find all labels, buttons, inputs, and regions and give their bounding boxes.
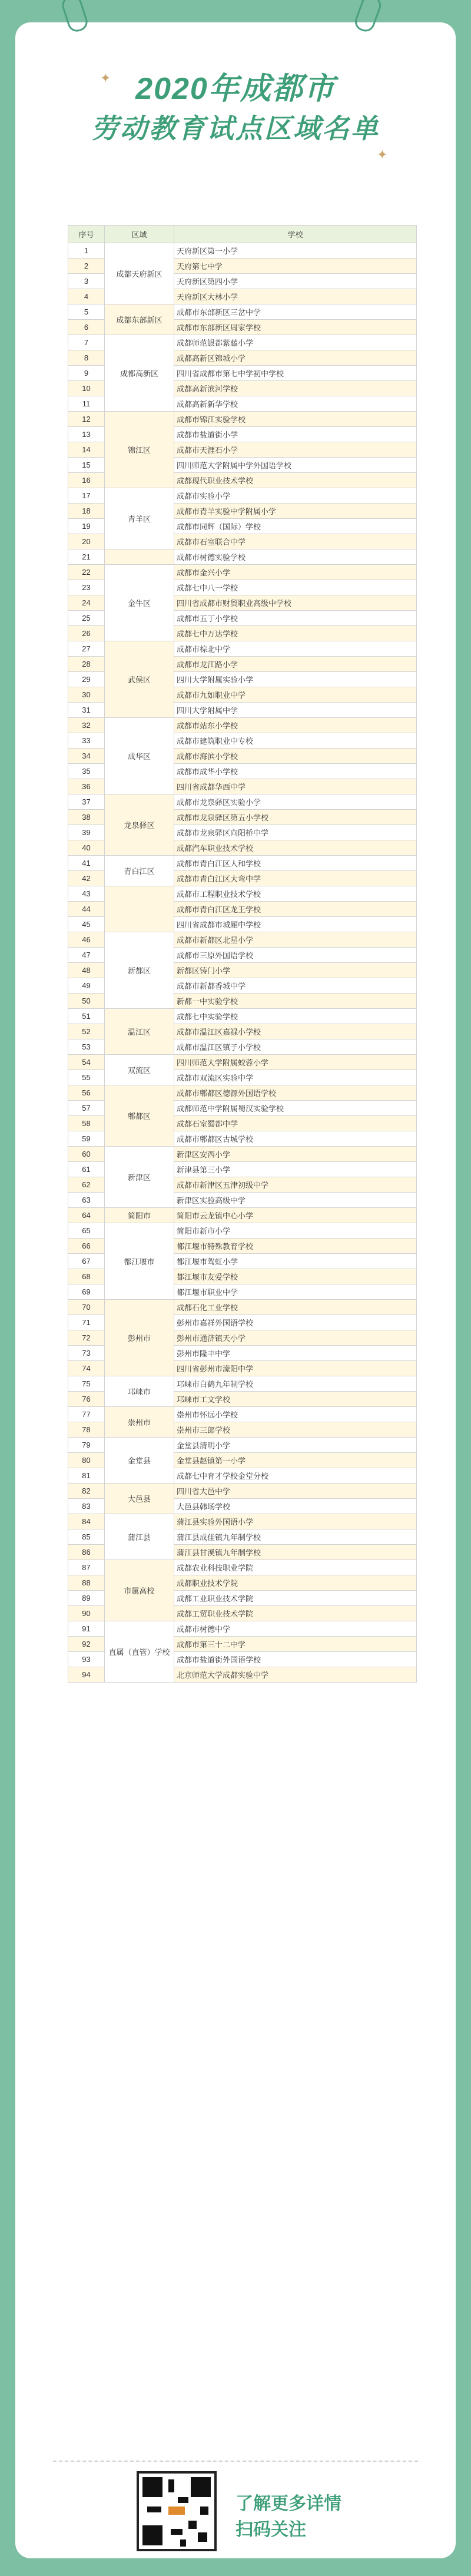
school-cell: 成都市龙泉驿区第五小学校 — [174, 810, 417, 825]
row-index: 23 — [68, 580, 105, 595]
row-index: 47 — [68, 948, 105, 963]
row-index: 13 — [68, 427, 105, 442]
row-index: 57 — [68, 1101, 105, 1116]
school-cell: 成都高新区锦城小学 — [174, 350, 417, 366]
school-cell: 成都市双流区实验中学 — [174, 1070, 417, 1085]
row-index: 88 — [68, 1575, 105, 1591]
page-title-line2: 劳动教育试点区域名单 — [91, 113, 380, 144]
school-cell: 新都一中实验学校 — [174, 994, 417, 1009]
row-index: 1 — [68, 243, 105, 259]
table-body — [68, 243, 417, 1683]
row-index: 21 — [68, 549, 105, 565]
school-cell: 成都市九如职业中学 — [174, 687, 417, 703]
row-index: 43 — [68, 886, 105, 902]
row-index: 33 — [68, 733, 105, 749]
school-cell: 成都市站东小学校 — [174, 718, 417, 733]
row-index: 52 — [68, 1024, 105, 1039]
school-cell: 成都市成华小学校 — [174, 764, 417, 779]
row-index: 92 — [68, 1637, 105, 1652]
sparkle-icon: ✦ — [100, 71, 111, 85]
table-row — [68, 1009, 417, 1024]
row-index: 65 — [68, 1223, 105, 1239]
school-cell: 成都石室蜀都中学 — [174, 1116, 417, 1131]
row-index: 6 — [68, 320, 105, 335]
school-cell: 成都工业职业技术学院 — [174, 1591, 417, 1606]
district-cell: 龙泉驿区 — [105, 794, 174, 856]
school-cell: 蒲江县实验外国语小学 — [174, 1514, 417, 1529]
school-cell: 成都市新都区北星小学 — [174, 932, 417, 948]
school-cell: 大邑县韩场学校 — [174, 1499, 417, 1514]
table-row — [68, 1407, 417, 1422]
table-row — [68, 1438, 417, 1453]
district-cell: 成都天府新区 — [105, 243, 174, 304]
row-index: 32 — [68, 718, 105, 733]
row-index: 48 — [68, 963, 105, 978]
school-cell: 成都七中万达学校 — [174, 626, 417, 641]
row-index: 17 — [68, 488, 105, 504]
school-cell: 成都师范银都紫藤小学 — [174, 335, 417, 350]
school-cell: 成都职业技术学院 — [174, 1575, 417, 1591]
row-index: 78 — [68, 1422, 105, 1438]
cta-line2: 扫码关注 — [236, 2520, 306, 2539]
school-cell: 成都市锦江实验学校 — [174, 412, 417, 427]
school-cell: 彭州市嘉祥外国语学校 — [174, 1315, 417, 1330]
school-cell: 成都市金兴小学 — [174, 565, 417, 580]
table-row — [68, 412, 417, 427]
district-cell: 武侯区 — [105, 641, 174, 718]
district-cell: 大邑县 — [105, 1484, 174, 1514]
district-cell: 温江区 — [105, 1009, 174, 1055]
school-cell: 成都市温江区镇子小学校 — [174, 1039, 417, 1055]
district-cell: 简阳市 — [105, 1208, 174, 1223]
row-index: 77 — [68, 1407, 105, 1422]
school-cell: 成都市实验小学 — [174, 488, 417, 504]
district-cell: 锦江区 — [105, 412, 174, 488]
row-index: 90 — [68, 1606, 105, 1621]
row-index: 26 — [68, 626, 105, 641]
school-cell: 成都市青羊实验中学附属小学 — [174, 504, 417, 519]
district-cell: 彭州市 — [105, 1300, 174, 1376]
district-cell: 青羊区 — [105, 488, 174, 549]
school-cell: 四川省成都市财贸职业高级中学校 — [174, 595, 417, 611]
district-cell: 新津区 — [105, 1147, 174, 1208]
table-row — [68, 243, 417, 259]
school-cell: 成都市盐道街小学 — [174, 427, 417, 442]
school-cell: 新津区安西小学 — [174, 1147, 417, 1162]
row-index: 10 — [68, 381, 105, 396]
row-index: 74 — [68, 1361, 105, 1376]
row-index: 73 — [68, 1346, 105, 1361]
school-cell: 四川省成都市第七中学初中学校 — [174, 366, 417, 381]
sparkle-icon: ✦ — [377, 147, 388, 162]
school-cell: 成都市棕北中学 — [174, 641, 417, 657]
row-index: 72 — [68, 1330, 105, 1346]
district-cell: 成华区 — [105, 718, 174, 794]
school-cell: 简阳市新市小学 — [174, 1223, 417, 1239]
row-index: 31 — [68, 703, 105, 718]
row-index: 45 — [68, 917, 105, 932]
school-cell: 北京师范大学成都实验中学 — [174, 1667, 417, 1683]
row-index: 61 — [68, 1162, 105, 1177]
row-index: 22 — [68, 565, 105, 580]
school-cell: 成都市东部新区周家学校 — [174, 320, 417, 335]
row-index: 58 — [68, 1116, 105, 1131]
school-cell: 成都汽车职业技术学校 — [174, 840, 417, 856]
table-row — [68, 1514, 417, 1529]
column-header-school: 学校 — [174, 226, 417, 243]
school-cell: 成都七中实验学校 — [174, 1009, 417, 1024]
row-index: 81 — [68, 1468, 105, 1484]
school-cell: 成都高新滨河学校 — [174, 381, 417, 396]
school-cell: 彭州市通济镇天小学 — [174, 1330, 417, 1346]
row-index: 68 — [68, 1269, 105, 1284]
school-cell: 成都现代职业技术学校 — [174, 473, 417, 488]
row-index: 9 — [68, 366, 105, 381]
row-index: 46 — [68, 932, 105, 948]
row-index: 84 — [68, 1514, 105, 1529]
table-row — [68, 488, 417, 504]
school-cell: 四川大学附属实验小学 — [174, 672, 417, 687]
school-cell: 天府新区第四小学 — [174, 274, 417, 289]
table-row — [68, 886, 417, 902]
table-row — [68, 1147, 417, 1162]
district-cell: 邛崃市 — [105, 1376, 174, 1407]
table-row — [68, 1208, 417, 1223]
row-index: 55 — [68, 1070, 105, 1085]
row-index: 79 — [68, 1438, 105, 1453]
row-index: 16 — [68, 473, 105, 488]
district-cell: 蒲江县 — [105, 1514, 174, 1560]
row-index: 94 — [68, 1667, 105, 1683]
district-cell: 成都东部新区 — [105, 304, 174, 335]
row-index: 80 — [68, 1453, 105, 1468]
row-index: 42 — [68, 871, 105, 886]
row-index: 12 — [68, 412, 105, 427]
school-cell: 成都市东部新区三岔中学 — [174, 304, 417, 320]
table-row — [68, 932, 417, 948]
row-index: 39 — [68, 825, 105, 840]
table-row — [68, 794, 417, 810]
row-index: 18 — [68, 504, 105, 519]
school-cell: 成都市同辉（国际）学校 — [174, 519, 417, 534]
row-index: 62 — [68, 1177, 105, 1193]
school-cell: 都江堰市驾虹小学 — [174, 1254, 417, 1269]
school-cell: 四川省成都市城厢中学校 — [174, 917, 417, 932]
district-cell: 金堂县 — [105, 1438, 174, 1484]
table-row — [68, 565, 417, 580]
district-cell: 金牛区 — [105, 565, 174, 641]
district-cell: 都江堰市 — [105, 1223, 174, 1300]
district-cell: 直属（直管）学校 — [105, 1621, 174, 1683]
row-index: 85 — [68, 1529, 105, 1545]
row-index: 19 — [68, 519, 105, 534]
row-index: 25 — [68, 611, 105, 626]
school-cell: 成都师范中学附属蜀汉实验学校 — [174, 1101, 417, 1116]
school-cell: 成都市第三十二中学 — [174, 1637, 417, 1652]
row-index: 35 — [68, 764, 105, 779]
row-index: 89 — [68, 1591, 105, 1606]
table-row — [68, 1560, 417, 1575]
table-row — [68, 335, 417, 350]
school-cell: 邛崃市白鹤九年制学校 — [174, 1376, 417, 1392]
district-cell: 青白江区 — [105, 856, 174, 886]
school-cell: 都江堰市职业中学 — [174, 1284, 417, 1300]
row-index: 5 — [68, 304, 105, 320]
school-cell: 成都市新都香城中学 — [174, 978, 417, 994]
school-cell: 成都市新津区五津初级中学 — [174, 1177, 417, 1193]
school-cell: 天府新区第一小学 — [174, 243, 417, 259]
table-row — [68, 718, 417, 733]
school-cell: 成都高新新华学校 — [174, 396, 417, 412]
school-cell: 成都市天涯石小学 — [174, 442, 417, 458]
row-index: 36 — [68, 779, 105, 794]
school-cell: 蒲江县成佳镇九年制学校 — [174, 1529, 417, 1545]
school-cell: 成都市郫都区古城学校 — [174, 1131, 417, 1147]
row-index: 63 — [68, 1193, 105, 1208]
table-row — [68, 1484, 417, 1499]
school-cell: 成都工贸职业技术学院 — [174, 1606, 417, 1621]
school-cell: 成都七中八一学校 — [174, 580, 417, 595]
row-index: 71 — [68, 1315, 105, 1330]
row-index: 59 — [68, 1131, 105, 1147]
school-cell: 成都市建筑职业中专校 — [174, 733, 417, 749]
row-index: 82 — [68, 1484, 105, 1499]
school-cell: 成都市三原外国语学校 — [174, 948, 417, 963]
district-cell: 新都区 — [105, 932, 174, 1009]
district-cell: 崇州市 — [105, 1407, 174, 1438]
row-index: 93 — [68, 1652, 105, 1667]
row-index: 7 — [68, 335, 105, 350]
school-cell: 成都石化工业学校 — [174, 1300, 417, 1315]
school-cell: 新都区铸门小学 — [174, 963, 417, 978]
row-index: 11 — [68, 396, 105, 412]
row-index: 3 — [68, 274, 105, 289]
district-cell: 郫都区 — [105, 1085, 174, 1147]
row-index: 64 — [68, 1208, 105, 1223]
row-index: 20 — [68, 534, 105, 549]
table-row — [68, 1223, 417, 1239]
district-cell: 成都高新区 — [105, 335, 174, 412]
row-index: 69 — [68, 1284, 105, 1300]
row-index: 60 — [68, 1147, 105, 1162]
row-index: 28 — [68, 657, 105, 672]
school-cell: 崇州市怀远小学校 — [174, 1407, 417, 1422]
school-cell: 四川省彭州市濛阳中学 — [174, 1361, 417, 1376]
school-cell: 天府新区大林小学 — [174, 289, 417, 304]
school-cell: 成都市龙泉驿区实验小学 — [174, 794, 417, 810]
row-index: 53 — [68, 1039, 105, 1055]
school-cell: 新津县第三小学 — [174, 1162, 417, 1177]
school-cell: 成都市五丁小学校 — [174, 611, 417, 626]
school-cell: 邛崃市工文学校 — [174, 1392, 417, 1407]
school-cell: 成都市海滨小学校 — [174, 749, 417, 764]
school-cell: 成都农业科技职业学院 — [174, 1560, 417, 1575]
district-cell — [105, 549, 174, 565]
school-cell: 都江堰市特殊教育学校 — [174, 1239, 417, 1254]
table-row — [68, 1376, 417, 1392]
school-cell: 简阳市云龙镇中心小学 — [174, 1208, 417, 1223]
school-cell: 天府第七中学 — [174, 259, 417, 274]
row-index: 29 — [68, 672, 105, 687]
table-row — [68, 641, 417, 657]
row-index: 75 — [68, 1376, 105, 1392]
school-cell: 崇州市三郎学校 — [174, 1422, 417, 1438]
school-cell: 成都市温江区嘉禄小学校 — [174, 1024, 417, 1039]
column-header-index: 序号 — [68, 226, 105, 243]
table-row — [68, 856, 417, 871]
row-index: 15 — [68, 458, 105, 473]
row-index: 27 — [68, 641, 105, 657]
row-index: 70 — [68, 1300, 105, 1315]
table-header-row — [68, 226, 417, 243]
school-cell: 四川省大邑中学 — [174, 1484, 417, 1499]
school-cell: 四川师范大学附属蛟蓉小学 — [174, 1055, 417, 1070]
page-title-line1: 2020年成都市 — [135, 72, 336, 106]
school-cell: 新津区实验高级中学 — [174, 1193, 417, 1208]
school-cell: 四川大学附属中学 — [174, 703, 417, 718]
school-cell: 成都市郫都区德源外国语学校 — [174, 1085, 417, 1101]
row-index: 86 — [68, 1545, 105, 1560]
row-index: 24 — [68, 595, 105, 611]
row-index: 8 — [68, 350, 105, 366]
row-index: 54 — [68, 1055, 105, 1070]
row-index: 44 — [68, 902, 105, 917]
school-cell: 成都市工程职业技术学校 — [174, 886, 417, 902]
school-cell: 成都市青白江区人和学校 — [174, 856, 417, 871]
school-cell: 成都市盐道街外国语学校 — [174, 1652, 417, 1667]
table-row — [68, 304, 417, 320]
footer-divider — [53, 2461, 418, 2462]
school-list-table — [68, 225, 417, 1683]
row-index: 66 — [68, 1239, 105, 1254]
school-cell: 成都市石室联合中学 — [174, 534, 417, 549]
row-index: 51 — [68, 1009, 105, 1024]
school-cell: 成都市树德实验学校 — [174, 549, 417, 565]
row-index: 14 — [68, 442, 105, 458]
school-cell: 彭州市隆丰中学 — [174, 1346, 417, 1361]
row-index: 76 — [68, 1392, 105, 1407]
school-cell: 成都市龙江路小学 — [174, 657, 417, 672]
school-cell: 成都市龙泉驿区向阳桥中学 — [174, 825, 417, 840]
table-row — [68, 1621, 417, 1637]
school-cell: 四川省成都华西中学 — [174, 779, 417, 794]
school-cell: 四川师范大学附属中学外国语学校 — [174, 458, 417, 473]
table-row — [68, 1085, 417, 1101]
row-index: 67 — [68, 1254, 105, 1269]
row-index: 91 — [68, 1621, 105, 1637]
row-index: 50 — [68, 994, 105, 1009]
row-index: 34 — [68, 749, 105, 764]
school-cell: 金堂县赵镇第一小学 — [174, 1453, 417, 1468]
school-cell: 蒲江县甘溪镇九年制学校 — [174, 1545, 417, 1560]
row-index: 56 — [68, 1085, 105, 1101]
row-index: 30 — [68, 687, 105, 703]
school-cell: 成都市青白江区龙王学校 — [174, 902, 417, 917]
table-row — [68, 1300, 417, 1315]
row-index: 37 — [68, 794, 105, 810]
school-cell: 成都市青白江区大弯中学 — [174, 871, 417, 886]
row-index: 4 — [68, 289, 105, 304]
row-index: 49 — [68, 978, 105, 994]
column-header-district: 区域 — [105, 226, 174, 243]
district-cell: 市属高校 — [105, 1560, 174, 1621]
row-index: 41 — [68, 856, 105, 871]
district-cell — [105, 886, 174, 932]
row-index: 83 — [68, 1499, 105, 1514]
qr-code[interactable] — [137, 2471, 217, 2551]
school-cell: 成都市树德中学 — [174, 1621, 417, 1637]
cta-line1: 了解更多详情 — [236, 2494, 341, 2514]
row-index: 40 — [68, 840, 105, 856]
row-index: 38 — [68, 810, 105, 825]
table-row — [68, 1055, 417, 1070]
school-cell: 成都七中育才学校金堂分校 — [174, 1468, 417, 1484]
row-index: 87 — [68, 1560, 105, 1575]
table-row — [68, 549, 417, 565]
school-cell: 金堂县清明小学 — [174, 1438, 417, 1453]
school-cell: 都江堰市友爱学校 — [174, 1269, 417, 1284]
row-index: 2 — [68, 259, 105, 274]
district-cell: 双流区 — [105, 1055, 174, 1085]
